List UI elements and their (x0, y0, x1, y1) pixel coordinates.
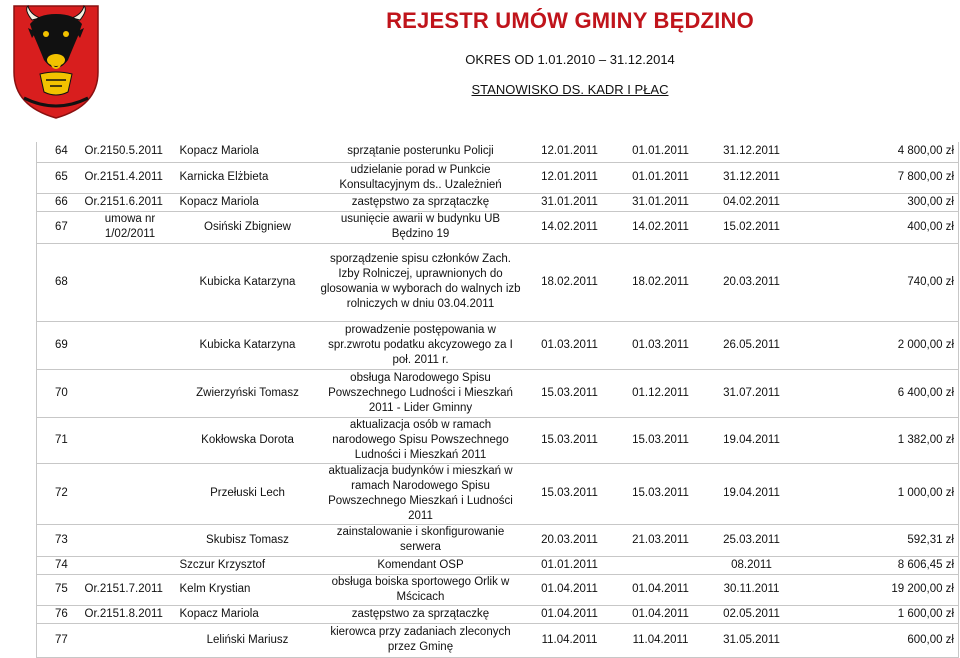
cell-name: Osiński Zbigniew (178, 211, 318, 243)
cell-d3: 31.12.2011 (706, 142, 798, 162)
table-row (37, 524, 959, 556)
table-row (37, 243, 959, 321)
cell-desc: obsługa Narodowego Spisu Powszechnego Ludności i Mieszkań 2011 - Lider Gminny (318, 369, 524, 417)
cell-name: Szczur Krzysztof (178, 556, 318, 574)
cell-desc: obsługa boiska sportowego Orlik w Mścicach (318, 574, 524, 605)
cell-d2: 01.01.2011 (616, 162, 706, 193)
cell-amount: 4 800,00 zł (798, 142, 959, 162)
cell-d1: 01.01.2011 (524, 556, 616, 574)
cell-d2: 18.02.2011 (616, 243, 706, 321)
cell-desc: sprzątanie posterunku Policji (318, 142, 524, 162)
contracts-table (36, 142, 959, 658)
cell-d3: 26.05.2011 (706, 321, 798, 369)
cell-d2: 01.12.2011 (616, 369, 706, 417)
cell-d3: 15.02.2011 (706, 211, 798, 243)
cell-d2: 15.03.2011 (616, 417, 706, 463)
cell-nr: 75 (37, 574, 83, 605)
cell-amount: 1 000,00 zł (798, 463, 959, 524)
table-row (37, 193, 959, 211)
cell-d2: 14.02.2011 (616, 211, 706, 243)
cell-d1: 20.03.2011 (524, 524, 616, 556)
cell-num (83, 243, 178, 321)
cell-d2: 15.03.2011 (616, 463, 706, 524)
cell-d3: 31.12.2011 (706, 162, 798, 193)
cell-name: Kubicka Katarzyna (178, 321, 318, 369)
cell-nr: 70 (37, 369, 83, 417)
cell-name: Kopacz Mariola (178, 142, 318, 162)
cell-d1: 15.03.2011 (524, 417, 616, 463)
cell-nr: 69 (37, 321, 83, 369)
cell-amount: 7 800,00 zł (798, 162, 959, 193)
cell-d1: 11.04.2011 (524, 623, 616, 657)
cell-name: Przełuski Lech (178, 463, 318, 524)
cell-amount: 8 606,45 zł (798, 556, 959, 574)
cell-num (83, 556, 178, 574)
cell-d2: 31.01.2011 (616, 193, 706, 211)
table-row (37, 463, 959, 524)
cell-name: Karnicka Elżbieta (178, 162, 318, 193)
cell-name: Kopacz Mariola (178, 193, 318, 211)
cell-desc: aktualizacja osób w ramach narodowego Spisu Powszechnego Ludności i Mieszkań 2011 (318, 417, 524, 463)
table-row (37, 605, 959, 623)
cell-desc: Komendant OSP (318, 556, 524, 574)
table-row (37, 556, 959, 574)
cell-d1: 18.02.2011 (524, 243, 616, 321)
cell-num: Or.2151.4.2011 (83, 162, 178, 193)
cell-nr: 73 (37, 524, 83, 556)
cell-nr: 72 (37, 463, 83, 524)
cell-nr: 71 (37, 417, 83, 463)
cell-num: Or.2151.7.2011 (83, 574, 178, 605)
cell-nr: 65 (37, 162, 83, 193)
cell-num: Or.2151.6.2011 (83, 193, 178, 211)
cell-amount: 592,31 zł (798, 524, 959, 556)
cell-nr: 77 (37, 623, 83, 657)
cell-d3: 25.03.2011 (706, 524, 798, 556)
table-row (37, 321, 959, 369)
cell-amount: 1 600,00 zł (798, 605, 959, 623)
cell-nr: 68 (37, 243, 83, 321)
cell-num: Or.2150.5.2011 (83, 142, 178, 162)
table-row (37, 142, 959, 162)
cell-nr: 74 (37, 556, 83, 574)
cell-num (83, 321, 178, 369)
cell-amount: 300,00 zł (798, 193, 959, 211)
cell-d1: 01.03.2011 (524, 321, 616, 369)
cell-nr: 64 (37, 142, 83, 162)
cell-d1: 31.01.2011 (524, 193, 616, 211)
cell-desc: zainstalowanie i skonfigurowanie serwera (318, 524, 524, 556)
cell-desc: sporządzenie spisu członków Zach. Izby Rolniczej, uprawnionych do glosowania w wyborach do walnych izb rolniczych w dniu 03.04.2011 (318, 243, 524, 321)
cell-desc: aktualizacja budynków i mieszkań w ramach Narodowego Spisu Powszechnego Mieszkań i Ludności 2011 (318, 463, 524, 524)
cell-desc: zastępstwo za sprzątaczkę (318, 193, 524, 211)
cell-name: Kopacz Mariola (178, 605, 318, 623)
cell-d1: 12.01.2011 (524, 162, 616, 193)
cell-name: Kubicka Katarzyna (178, 243, 318, 321)
cell-name: Skubisz Tomasz (178, 524, 318, 556)
position-label: STANOWISKO DS. KADR I PŁAC (471, 82, 669, 97)
cell-num (83, 463, 178, 524)
cell-d1: 15.03.2011 (524, 369, 616, 417)
cell-d3: 31.07.2011 (706, 369, 798, 417)
cell-amount: 6 400,00 zł (798, 369, 959, 417)
cell-amount: 2 000,00 zł (798, 321, 959, 369)
cell-desc: zastępstwo za sprzątaczkę (318, 605, 524, 623)
cell-d3: 19.04.2011 (706, 417, 798, 463)
gmina-crest-logo (10, 2, 102, 120)
cell-desc: usunięcie awarii w budynku UB Będzino 19 (318, 211, 524, 243)
period-label: OKRES OD 1.01.2010 – 31.12.2014 (465, 52, 675, 67)
cell-d2: 01.01.2011 (616, 142, 706, 162)
cell-num (83, 417, 178, 463)
cell-d2: 01.04.2011 (616, 574, 706, 605)
cell-d3: 04.02.2011 (706, 193, 798, 211)
cell-nr: 76 (37, 605, 83, 623)
cell-amount: 19 200,00 zł (798, 574, 959, 605)
cell-d2: 11.04.2011 (616, 623, 706, 657)
cell-amount: 400,00 zł (798, 211, 959, 243)
cell-d1: 01.04.2011 (524, 574, 616, 605)
cell-num (83, 369, 178, 417)
cell-d1: 15.03.2011 (524, 463, 616, 524)
cell-name: Leliński Mariusz (178, 623, 318, 657)
table-row (37, 369, 959, 417)
cell-d2: 21.03.2011 (616, 524, 706, 556)
cell-d3: 31.05.2011 (706, 623, 798, 657)
table-row (37, 211, 959, 243)
cell-desc: prowadzenie postępowania w spr.zwrotu podatku akcyzowego za I poł. 2011 r. (318, 321, 524, 369)
cell-desc: udzielanie porad w Punkcie Konsultacyjnym ds.. Uzależnień (318, 162, 524, 193)
cell-desc: kierowca przy zadaniach zleconych przez Gminę (318, 623, 524, 657)
cell-d3: 02.05.2011 (706, 605, 798, 623)
cell-d2: 01.04.2011 (616, 605, 706, 623)
cell-amount: 600,00 zł (798, 623, 959, 657)
cell-name: Kelm Krystian (178, 574, 318, 605)
cell-d3: 20.03.2011 (706, 243, 798, 321)
cell-name: Kokłowska Dorota (178, 417, 318, 463)
cell-d3: 08.2011 (706, 556, 798, 574)
table-row (37, 574, 959, 605)
table-row (37, 417, 959, 463)
cell-nr: 67 (37, 211, 83, 243)
cell-d3: 30.11.2011 (706, 574, 798, 605)
cell-amount: 740,00 zł (798, 243, 959, 321)
cell-num: umowa nr 1/02/2011 (83, 211, 178, 243)
cell-amount: 1 382,00 zł (798, 417, 959, 463)
cell-name: Zwierzyński Tomasz (178, 369, 318, 417)
cell-d1: 01.04.2011 (524, 605, 616, 623)
cell-num (83, 524, 178, 556)
cell-d2 (616, 556, 706, 574)
cell-nr: 66 (37, 193, 83, 211)
cell-num: Or.2151.8.2011 (83, 605, 178, 623)
cell-d1: 12.01.2011 (524, 142, 616, 162)
table-row (37, 162, 959, 193)
cell-d3: 19.04.2011 (706, 463, 798, 524)
cell-d2: 01.03.2011 (616, 321, 706, 369)
page-title: REJESTR UMÓW GMINY BĘDZINO (386, 8, 754, 33)
cell-d1: 14.02.2011 (524, 211, 616, 243)
